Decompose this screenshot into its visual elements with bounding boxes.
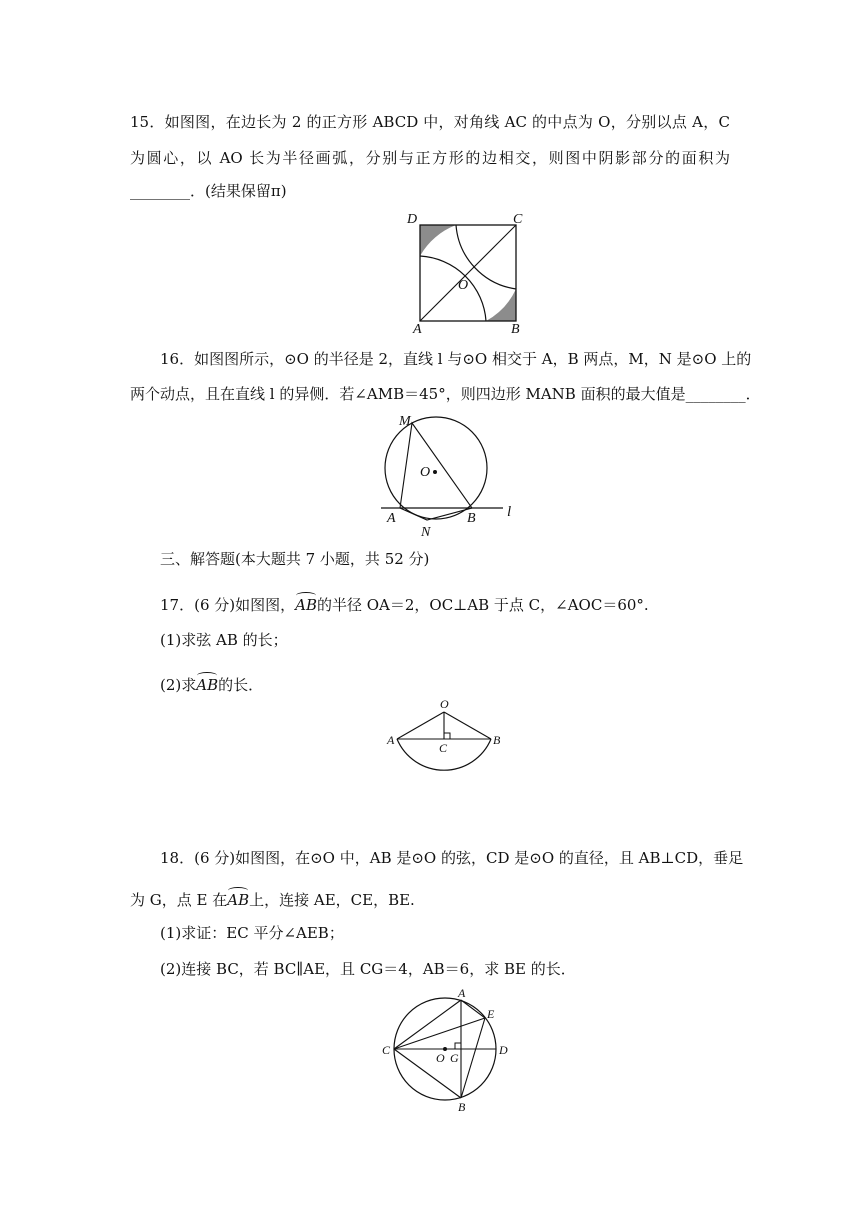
q17-text-b: 的半径 OA＝2，OC⊥AB 于点 C，∠AOC＝60°. <box>316 596 649 614</box>
q18-segment-ca <box>394 1000 461 1049</box>
q17-right-angle-mark <box>444 733 450 739</box>
q17-line-1 <box>160 595 760 615</box>
q15-shaded-region-bottom-right <box>486 289 516 321</box>
q17-radius-ob <box>444 712 491 739</box>
q16-label-l: l <box>507 504 512 520</box>
q18-label-d: D <box>499 1043 508 1057</box>
q18-arc-ab: AB <box>227 891 250 909</box>
q15-line-3: ________．(结果保留π) <box>130 182 287 200</box>
q16-line-2: 两个动点，且在直线 l 的异侧．若∠AMB＝45°，则四边形 MANB 面积的最大值是________． <box>130 385 761 403</box>
q18-part-2: (2)连接 BC，若 BC∥AE，且 CG＝4，AB＝6，求 BE 的长． <box>160 960 576 978</box>
q16-label-o: O <box>420 465 431 480</box>
q18-label-o: O <box>436 1051 445 1065</box>
q17-text-a: 17．(6 分)如图图， <box>160 596 296 614</box>
q15-line-2: 为圆心，以 AO 长为半径画弧，分别与正方形的边相交，则图中阴影部分的面积为 <box>130 149 730 167</box>
q17-label-c: C <box>439 741 448 755</box>
q17-part-2-arc-ab: AB <box>196 676 219 694</box>
q18-segment-be <box>461 1018 485 1098</box>
q16-label-m: M <box>399 414 411 429</box>
q18-label-c: C <box>382 1043 391 1057</box>
q18-line-1: 18．(6 分)如图图，在⊙O 中，AB 是⊙O 的弦，CD 是⊙O 的直径，且 AB⊥CD，垂足 <box>160 849 744 867</box>
q16-label-b: B <box>467 511 476 526</box>
q15-label-b: B <box>511 322 520 337</box>
q17-label-a: A <box>387 733 395 747</box>
q16-label-a: A <box>387 511 396 526</box>
q16-label-n: N <box>421 525 431 540</box>
q17-arc-figure <box>380 695 520 780</box>
q15-label-a: A <box>413 322 422 337</box>
q15-label-c: C <box>513 212 523 227</box>
q18-line-2 <box>130 890 730 910</box>
q18-label-g: G <box>450 1051 459 1065</box>
section-3-heading: 三、解答题(本大题共 7 小题，共 52 分) <box>160 550 430 568</box>
q16-circle-figure <box>375 408 525 543</box>
q15-line-1: 15．如图图，在边长为 2 的正方形 ABCD 中，对角线 AC 的中点为 O，分别以点 A，C <box>130 113 730 131</box>
q18-label-a: A <box>458 986 466 1000</box>
q17-arc-ab: AB <box>295 596 317 614</box>
q15-label-d: D <box>407 212 418 227</box>
q18-label-e: E <box>487 1007 495 1021</box>
q16-line-1: 16．如图图所示，⊙O 的半径是 2，直线 l 与⊙O 相交于 A，B 两点，M，N 是⊙O 上的 <box>160 350 752 368</box>
q18-text-b: 上，连接 AE，CE，BE. <box>249 891 415 909</box>
q17-radius-oa <box>397 712 444 739</box>
q17-part-2-text-b: 的长． <box>218 676 264 694</box>
q18-segment-ae <box>461 1000 485 1018</box>
q18-circle-figure <box>375 985 525 1115</box>
q18-text-a: 为 G，点 E 在 <box>130 891 228 909</box>
q17-part-2 <box>160 675 760 695</box>
q18-right-angle-mark <box>455 1043 461 1049</box>
q18-label-b: B <box>458 1100 466 1114</box>
q15-square-figure <box>400 205 540 340</box>
q15-label-o: O <box>458 278 469 293</box>
q17-part-1: (1)求弦 AB 的长； <box>160 631 288 649</box>
q15-diagonal-ac <box>420 225 516 321</box>
q16-center-dot <box>433 470 437 474</box>
q15-shaded-region-top-left <box>420 225 456 256</box>
q18-segment-ce <box>394 1018 485 1049</box>
q17-label-b: B <box>493 733 501 747</box>
q17-part-2-text-a: (2)求 <box>160 676 197 694</box>
q17-label-o: O <box>440 697 449 711</box>
q18-part-1: (1)求证：EC 平分∠AEB； <box>160 924 344 942</box>
